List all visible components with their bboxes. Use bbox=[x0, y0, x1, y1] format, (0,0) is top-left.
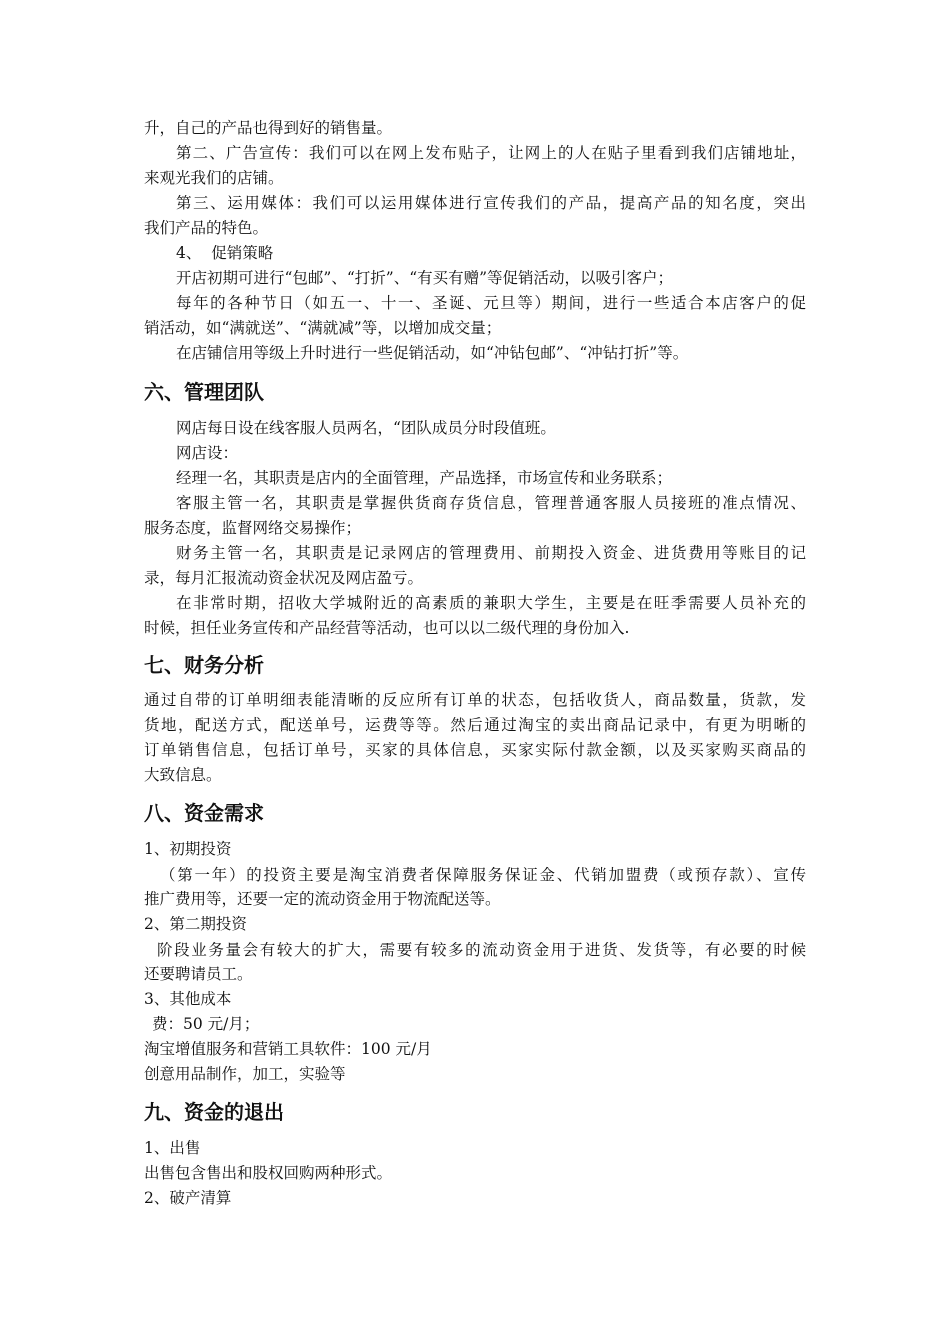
paragraph-line: 升，自己的产品也得到好的销售量。 bbox=[144, 119, 393, 137]
list-item: 2、第二期投资 bbox=[144, 915, 247, 933]
paragraph-line: 开店初期可进行“包邮”、“打折”、“有买有赠”等促销活动，以吸引客户； bbox=[176, 269, 674, 287]
paragraph-line: 淘宝增值服务和营销工具软件：100 元/月 bbox=[144, 1040, 432, 1058]
paragraph-line: 推广费用等，还要一定的流动资金用于物流配送等。 bbox=[144, 890, 501, 908]
section-heading: 八、资金需求 bbox=[144, 801, 264, 825]
paragraph-line: 创意用品制作，加工，实验等 bbox=[144, 1065, 346, 1083]
paragraph-line: 还要聘请员工。 bbox=[144, 965, 253, 983]
paragraph-line: 销活动，如“满就送”、“满就减”等，以增加成交量； bbox=[144, 319, 502, 337]
paragraph-line: 大致信息。 bbox=[144, 766, 222, 784]
paragraph-line: 来观光我们的店铺。 bbox=[144, 169, 284, 187]
paragraph-line: 订单销售信息，包括订单号，买家的具体信息，买家实际付款金额，以及买家购买商品的 bbox=[144, 741, 806, 759]
paragraph-line: 通过自带的订单明细表能清晰的反应所有订单的状态，包括收货人，商品数量，货款，发 bbox=[144, 691, 806, 709]
paragraph-line: 在店铺信用等级上升时进行一些促销活动，如“冲钻包邮”、“冲钻打折”等。 bbox=[176, 344, 689, 362]
paragraph-line: 我们产品的特色。 bbox=[144, 219, 269, 237]
paragraph-line: 货地，配送方式，配送单号，运费等等。然后通过淘宝的卖出商品记录中，有更为明晰的 bbox=[144, 716, 806, 734]
list-item: 3、其他成本 bbox=[144, 990, 232, 1008]
paragraph-line: 出售包含售出和股权回购两种形式。 bbox=[144, 1164, 393, 1182]
paragraph-line: 客服主管一名，其职责是掌握供货商存货信息，管理普通客服人员接班的准点情况、 bbox=[176, 494, 806, 512]
paragraph-line: （第一年）的投资主要是淘宝消费者保障服务保证金、代销加盟费（或预存款）、宣传 bbox=[160, 866, 806, 884]
list-item: 2、破产清算 bbox=[144, 1189, 232, 1207]
paragraph-line: 费：50 元/月； bbox=[152, 1015, 260, 1033]
paragraph-line: 服务态度，监督网络交易操作； bbox=[144, 519, 362, 537]
paragraph-line: 第二、广告宣传：我们可以在网上发布贴子，让网上的人在贴子里看到我们店铺地址， bbox=[176, 144, 806, 162]
section-heading: 七、财务分析 bbox=[144, 653, 264, 677]
paragraph-line: 在非常时期，招收大学城附近的高素质的兼职大学生，主要是在旺季需要人员补充的 bbox=[176, 594, 806, 612]
paragraph-line: 网店每日设在线客服人员两名，“团队成员分时段值班。 bbox=[176, 419, 556, 437]
paragraph-line: 阶段业务量会有较大的扩大，需要有较多的流动资金用于进货、发货等，有必要的时候 bbox=[157, 941, 806, 959]
paragraph-line: 每年的各种节日（如五一、十一、圣诞、元旦等）期间，进行一些适合本店客户的促 bbox=[176, 294, 806, 312]
paragraph-line: 录，每月汇报流动资金状况及网店盈亏。 bbox=[144, 569, 424, 587]
paragraph-line: 第三、运用媒体：我们可以运用媒体进行宣传我们的产品，提高产品的知名度，突出 bbox=[176, 194, 806, 212]
list-item: 1、出售 bbox=[144, 1139, 201, 1157]
paragraph-line: 时候，担任业务宣传和产品经营等活动，也可以以二级代理的身份加入. bbox=[144, 619, 630, 637]
paragraph-line: 网店设： bbox=[176, 444, 239, 462]
section-heading: 九、资金的退出 bbox=[144, 1100, 284, 1124]
section-heading: 六、管理团队 bbox=[144, 380, 264, 404]
paragraph-line: 财务主管一名，其职责是记录网店的管理费用、前期投入资金、进货费用等账目的记 bbox=[176, 544, 806, 562]
list-item: 1、初期投资 bbox=[144, 840, 232, 858]
paragraph-line: 经理一名，其职责是店内的全面管理，产品选择，市场宣传和业务联系； bbox=[176, 469, 673, 487]
list-item: 4、 促销策略 bbox=[176, 244, 274, 262]
